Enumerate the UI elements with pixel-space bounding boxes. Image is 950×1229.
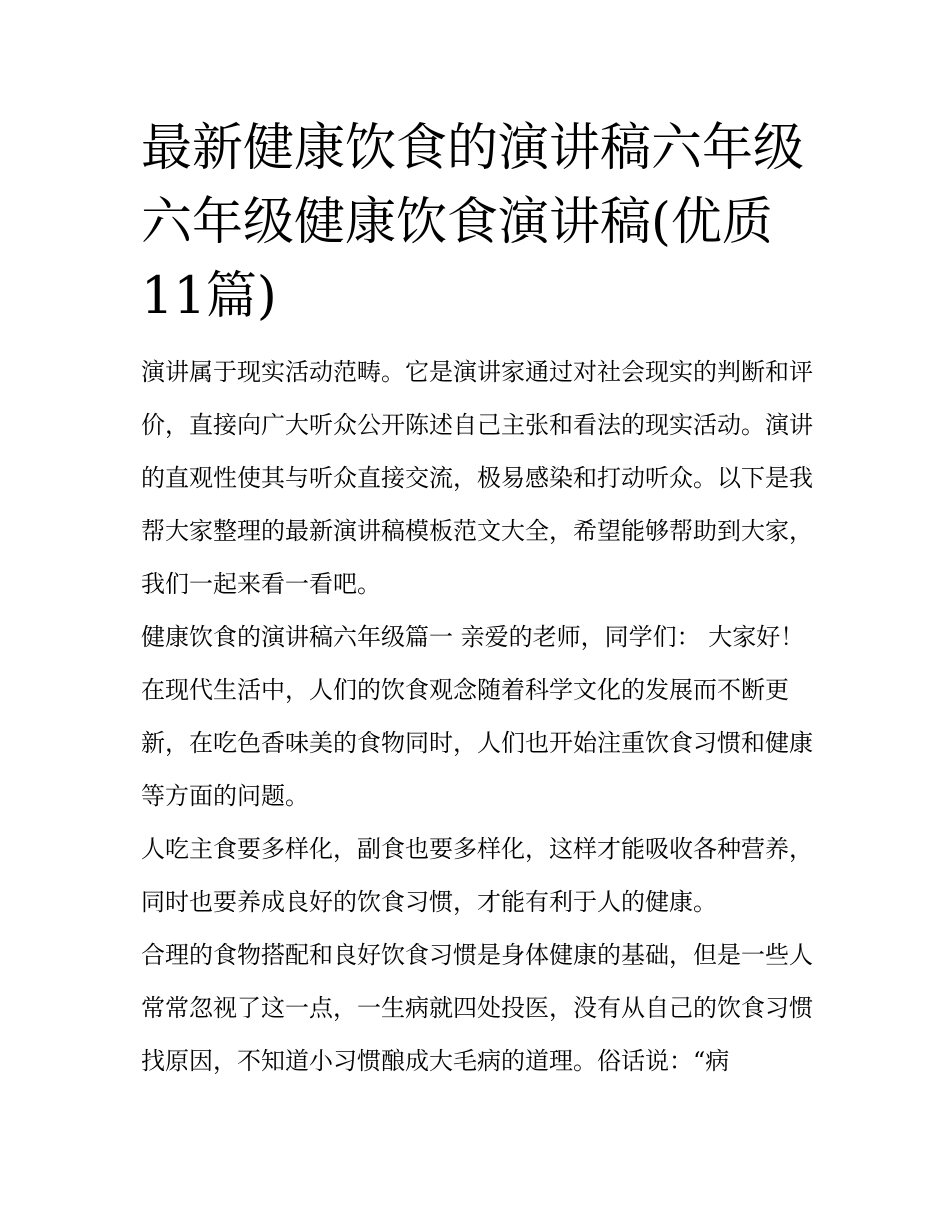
document-title: 最新健康饮食的演讲稿六年级六年级健康饮食演讲稿(优质11篇) bbox=[141, 119, 805, 326]
paragraph-intro: 演讲属于现实活动范畴。它是演讲家通过对社会现实的判断和评价，直接向广大听众公开陈述自己主张和看法的现实活动。演讲的直观性使其与听众直接交流，极易感染和打动听众。以下是我帮大家整理的最新演讲稿模板范文大全，希望能够帮助到大家，我们一起来看一看吧。 bbox=[141, 358, 813, 598]
paragraph-modern-life: 在现代生活中，人们的饮食观念随着科学文化的发展而不断更新，在吃色香味美的食物同时，人们也开始注重饮食习惯和健康等方面的问题。 bbox=[141, 676, 813, 810]
paragraph-diversity: 人吃主食要多样化，副食也要多样化，这样才能吸收各种营养，同时也要养成良好的饮食习惯，才能有利于人的健康。 bbox=[141, 835, 813, 916]
paragraph-greeting: 健康饮食的演讲稿六年级篇一 亲爱的老师，同学们： 大家好！ bbox=[141, 623, 805, 651]
document-page bbox=[141, 112, 813, 1088]
paragraph-habits: 合理的食物搭配和良好饮食习惯是身体健康的基础，但是一些人常常忽视了这一点，一生病就四处投医，没有从自己的饮食习惯找原因，不知道小习惯酿成大毛病的道理。俗话说：“病 bbox=[141, 941, 813, 1075]
